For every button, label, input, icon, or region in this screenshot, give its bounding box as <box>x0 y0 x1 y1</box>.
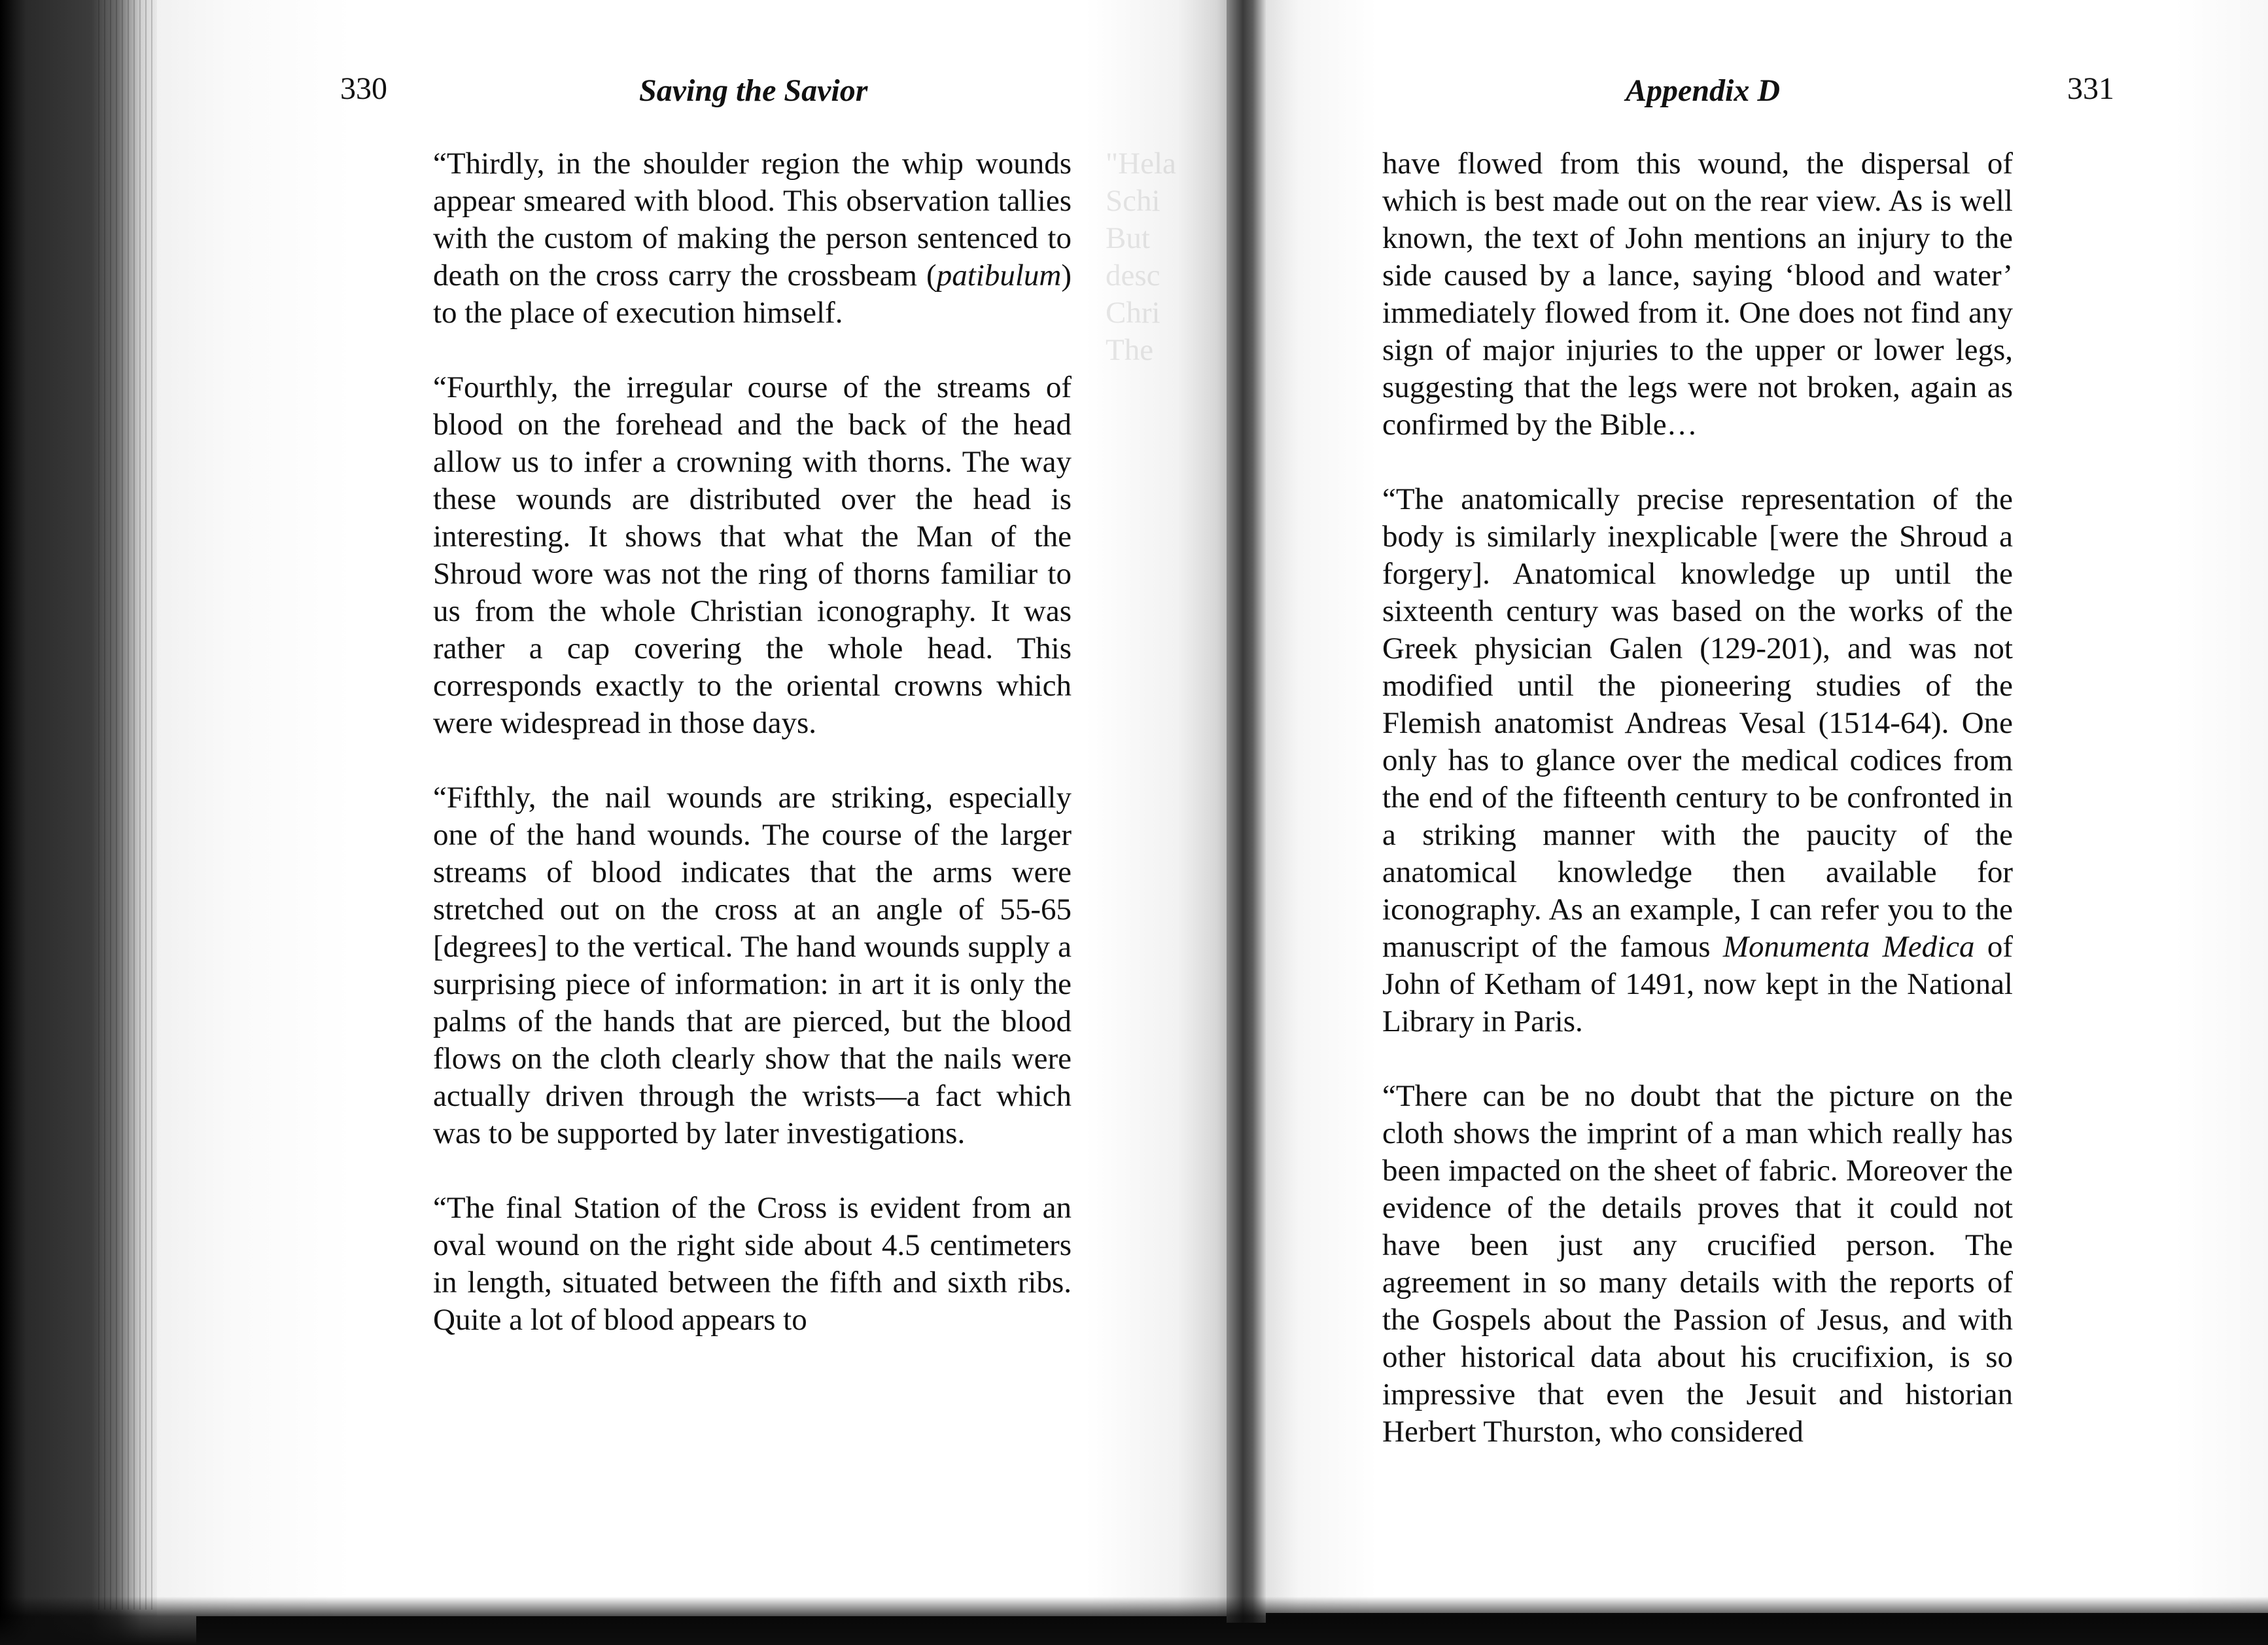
paragraph: “The anatomically precise representation of the body is similarly inexplicable [were the Shroud a forgery]. Anatomical knowledge up until the sixteenth century was based on the works of the Greek physician Galen (129-201), and was not modified until the pioneering studies of the Flemish anatomist Andreas Vesal (1514-64). One only has to glance over the medical codices from the end of the fifteenth century to be confronted in a striking manner with the paucity of the anatomical knowledge then available for iconography. As an example, I can refer you to the manuscript of the famous Monumenta Medica of John of Ketham of 1491, now kept in the National Library in Paris. <box>1382 482 2013 1038</box>
left-running-head: Saving the Savior <box>639 73 868 108</box>
italic-term: patibulum <box>936 258 1062 292</box>
right-text-column <box>1382 145 2013 1451</box>
paragraph: “The final Station of the Cross is evident from an oval wound on the right side about 4.5 centimeters in length, situated between the fifth and sixth ribs. Quite a lot of blood appears to <box>433 1191 1072 1337</box>
paragraph: “Thirdly, in the shoulder region the whip wounds appear smeared with blood. This observation tallies with the custom of making the person sentenced to death on the cross carry the crossbeam (patibulum) to the place of execution himself. <box>433 147 1072 330</box>
bottom-shadow <box>0 1597 2268 1645</box>
paragraph: “Fourthly, the irregular course of the streams of blood on the forehead and the back of the head allow us to infer a crowning with thorns. The way these wounds are distributed over the head is interesting. It shows that what the Man of the Shroud wore was not the ring of thorns familiar to us from the whole Christian iconography. It was rather a cap covering the whole head. This corresponds exactly to the oriental crowns which were widespread in those days. <box>433 370 1072 740</box>
left-text-column <box>433 145 1072 1339</box>
bleed-through-text: "Hela Schi But desc Chri The <box>1106 147 1176 367</box>
left-page-number: 330 <box>340 71 387 106</box>
right-page-number: 331 <box>2067 71 2114 106</box>
paragraph: “Fifthly, the nail wounds are striking, especially one of the hand wounds. The course of the larger streams of blood indicates that the arms were stretched out on the cross at an angle of 55-65 [degrees] to the vertical. The hand wounds supply a surprising piece of information: in art it is only the palms of the hands that are pierced, but the blood flows on the cloth clearly show that the nails were actually driven through the wrists—a fact which was to be supported by later investigations. <box>433 781 1072 1150</box>
paragraph: “There can be no doubt that the picture on the cloth shows the imprint of a man which really has been impacted on the sheet of fabric. Moreover the evidence of the details proves that it could not have been just any crucified person. The agreement in so many details with the reports of the Gospels about the Passion of Jesus, and with other historical data about his crucifixion, is so impressive that even the Jesuit and historian Herbert Thurston, who considered <box>1382 1079 2013 1449</box>
italic-term: Monumenta Medica <box>1722 930 1975 964</box>
paragraph: have flowed from this wound, the dispersal of which is best made out on the rear view. As is well known, the text of John mentions an injury to the side caused by a lance, saying ‘blood and water’ immediately flowed from it. One does not find any sign of major injuries to the upper or lower legs, suggesting that the legs were not broken, again as confirmed by the Bible… <box>1382 147 2013 442</box>
right-running-head: Appendix D <box>1626 73 1781 108</box>
book-gutter <box>1227 0 1266 1623</box>
